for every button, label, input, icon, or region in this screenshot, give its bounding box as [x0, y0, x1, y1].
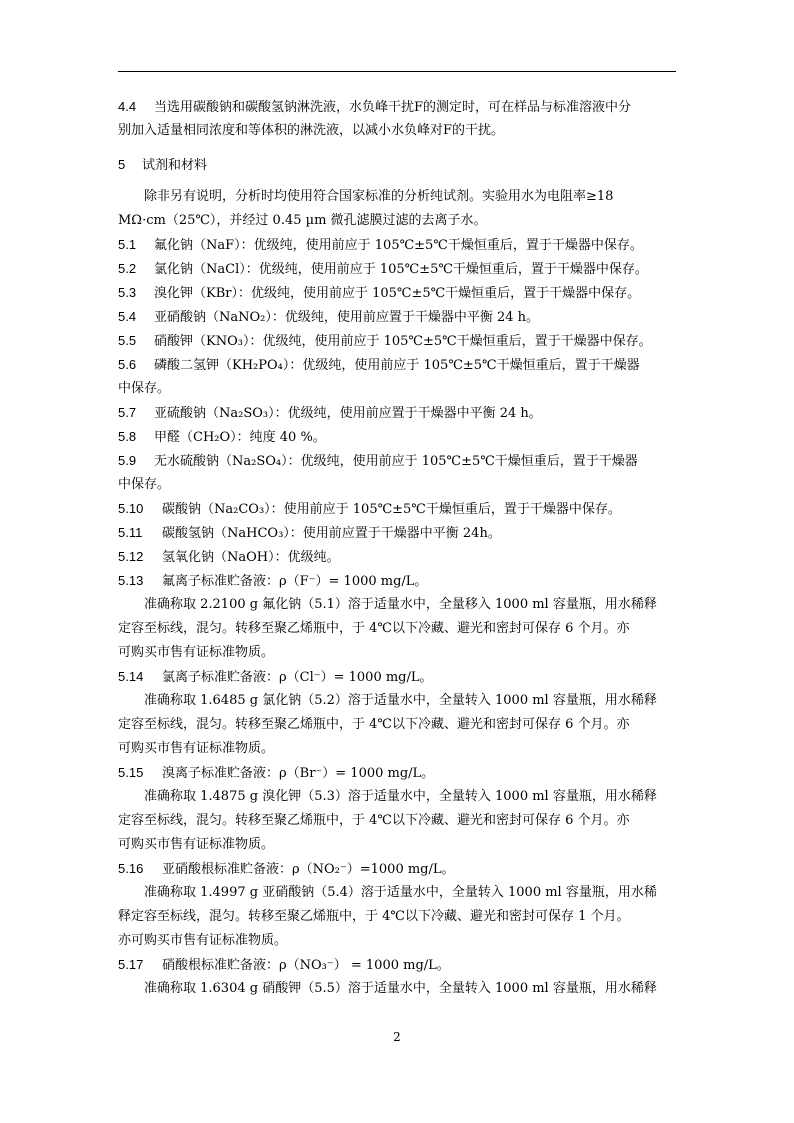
clause-text: 碳酸钠（Na₂CO₃）：使用前应于 105℃±5℃干燥恒重后，置于干燥器中保存。: [162, 502, 621, 517]
clause-number: 5.13: [118, 573, 144, 588]
page-number: 2: [393, 1030, 401, 1044]
clause-item: [118, 569, 678, 593]
paragraph-line: MΩ·cm（25℃），并经过 0.45 µm 微孔滤膜过滤的去离子水。: [118, 213, 487, 228]
clause-line: [118, 953, 678, 977]
clause-line: [118, 281, 678, 305]
clause-line: [118, 473, 678, 497]
paragraph-line: 定容至标线，混匀。转移至聚乙烯瓶中，于 4℃以下冷藏、避光和密封可保存 6 个月。亦: [118, 717, 630, 732]
clause-number: 5.2: [118, 261, 137, 276]
clause-line: [118, 665, 678, 689]
clause-text: 硝酸钾（KNO₃）：优级纯，使用前应于 105℃±5℃干燥恒重后，置于干燥器中保存。: [154, 334, 652, 349]
clause-line: [118, 329, 678, 353]
clause-item: [118, 281, 678, 305]
clause-item: [118, 95, 678, 143]
clause-number: 5.3: [118, 285, 137, 300]
clause-number: 5.15: [118, 765, 144, 780]
paragraph: [118, 881, 678, 953]
clause-item: [118, 857, 678, 881]
clause-number: 5.7: [118, 405, 137, 420]
clause-text: 当选用碳酸钠和碳酸氢钠淋洗液，水负峰干扰F的测定时，可在样品与标准溶液中分: [154, 100, 632, 115]
section-title: 试剂和材料: [142, 158, 208, 173]
clause-item: [118, 233, 678, 257]
clause-text: 溴离子标准贮备液：ρ（Br⁻）= 1000 mg/L。: [162, 766, 435, 781]
clause-item: [118, 521, 678, 545]
clause-number: 5.11: [118, 525, 143, 540]
clause-number: 5.16: [118, 861, 144, 876]
clause-item: [118, 545, 678, 569]
clause-number: 4.4: [118, 99, 137, 114]
clause-line: [118, 401, 678, 425]
clause-item: [118, 449, 678, 497]
paragraph-line: 准确称取 2.2100 g 氟化钠（5.1）溶于适量水中，全量移入 1000 ml 容量瓶，用水稀释: [144, 597, 657, 612]
document-body: [118, 95, 678, 1001]
clause-line: [118, 305, 678, 329]
clause-line: [118, 233, 678, 257]
paragraph-line: 可购买市售有证标准物质。: [118, 837, 275, 852]
clause-line: [118, 857, 678, 881]
paragraph-line: 可购买市售有证标准物质。: [118, 741, 275, 756]
clause-item: [118, 425, 678, 449]
clause-number: 5.14: [118, 669, 144, 684]
clause-text: 无水硫酸钠（Na₂SO₄）：优级纯，使用前应于 105℃±5℃干燥恒重后，置于干燥器: [154, 454, 638, 469]
clause-line: [118, 257, 678, 281]
clause-number: 5.12: [118, 549, 144, 564]
clause-text: 溴化钾（KBr）：优级纯，使用前应于 105℃±5℃干燥恒重后，置于干燥器中保存。: [154, 286, 641, 301]
clause-text: 亚硝酸根标准贮备液：ρ（NO₂⁻）=1000 mg/L。: [162, 862, 455, 877]
clause-line: [118, 497, 678, 521]
clause-item: [118, 329, 678, 353]
clause-item: [118, 761, 678, 785]
paragraph-line: 定容至标线，混匀。转移至聚乙烯瓶中，于 4℃以下冷藏、避光和密封可保存 6 个月。亦: [118, 813, 630, 828]
clause-number: 5.8: [118, 429, 137, 444]
clause-item: [118, 953, 678, 977]
clause-line: [118, 353, 678, 377]
clause-number: 5.6: [118, 357, 137, 372]
clause-number: 5.1: [118, 237, 137, 252]
clause-item: [118, 353, 678, 401]
clause-text: 中保存。: [118, 381, 171, 396]
paragraph: [118, 689, 678, 761]
clause-line: [118, 95, 678, 119]
clause-number: 5.10: [118, 501, 144, 516]
clause-text: 亚硫酸钠（Na₂SO₃）：优级纯，使用前应置于干燥器中平衡 24 h。: [154, 406, 542, 421]
clause-line: [118, 377, 678, 401]
clause-item: [118, 401, 678, 425]
paragraph-line: 准确称取 1.4997 g 亚硝酸钠（5.4）溶于适量水中，全量转入 1000 ml 容量瓶，用水稀: [144, 885, 657, 900]
clause-number: 5.17: [118, 957, 144, 972]
paragraph: [118, 185, 678, 233]
paragraph-line: 可购买市售有证标准物质。: [118, 645, 275, 660]
clause-number: 5.5: [118, 333, 137, 348]
clause-text: 甲醛（CH₂O）：纯度 40 %。: [154, 430, 326, 445]
header-rule: [118, 71, 676, 72]
clause-line: [118, 761, 678, 785]
clause-text: 碳酸氢钠（NaHCO₃）：使用前应置于干燥器中平衡 24h。: [162, 526, 501, 541]
paragraph: [118, 977, 678, 1001]
clause-item: [118, 497, 678, 521]
section-number: 5: [118, 157, 126, 172]
heading-line: [118, 153, 678, 177]
clause-text: 氯离子标准贮备液：ρ（Cl⁻）= 1000 mg/L。: [162, 670, 433, 685]
clause-text: 硝酸根标准贮备液：ρ（NO₃⁻） = 1000 mg/L。: [162, 958, 450, 973]
paragraph: [118, 593, 678, 665]
clause-line: [118, 119, 678, 143]
clause-text: 氢氧化钠（NaOH）：优级纯。: [162, 550, 340, 565]
section-heading: [118, 153, 678, 177]
clause-line: [118, 569, 678, 593]
paragraph-line: 准确称取 1.4875 g 溴化钾（5.3）溶于适量水中，全量转入 1000 ml 容量瓶，用水稀释: [144, 789, 657, 804]
clause-text: 别加入适量相同浓度和等体积的淋洗液，以减小水负峰对F的干扰。: [118, 123, 505, 138]
clause-line: [118, 521, 678, 545]
paragraph-line: 准确称取 1.6485 g 氯化钠（5.2）溶于适量水中，全量转入 1000 ml 容量瓶，用水稀释: [144, 693, 657, 708]
paragraph-line: 亦可购买市售有证标准物质。: [118, 933, 288, 948]
clause-number: 5.4: [118, 309, 137, 324]
paragraph: [118, 785, 678, 857]
clause-line: [118, 449, 678, 473]
paragraph-line: 释定容至标线，混匀。转移至聚乙烯瓶中，于 4℃以下冷藏、避光和密封可保存 1 个月。: [118, 909, 630, 924]
clause-line: [118, 425, 678, 449]
clause-line: [118, 545, 678, 569]
clause-number: 5.9: [118, 453, 137, 468]
paragraph-line: 准确称取 1.6304 g 硝酸钾（5.5）溶于适量水中，全量转入 1000 ml 容量瓶，用水稀释: [144, 981, 657, 996]
clause-text: 氯化钠（NaCl）：优级纯，使用前应于 105℃±5℃干燥恒重后，置于干燥器中保存。: [154, 262, 648, 277]
clause-item: [118, 305, 678, 329]
clause-text: 氟化钠（NaF）：优级纯，使用前应于 105℃±5℃干燥恒重后，置于干燥器中保存。: [154, 238, 643, 253]
paragraph-line: 定容至标线，混匀。转移至聚乙烯瓶中，于 4℃以下冷藏、避光和密封可保存 6 个月。亦: [118, 621, 630, 636]
clause-item: [118, 665, 678, 689]
clause-item: [118, 257, 678, 281]
clause-text: 亚硝酸钠（NaNO₂）：优级纯，使用前应置于干燥器中平衡 24 h。: [154, 310, 540, 325]
clause-text: 氟离子标准贮备液：ρ（F⁻）= 1000 mg/L。: [162, 574, 428, 589]
paragraph-line: 除非另有说明，分析时均使用符合国家标准的分析纯试剂。实验用水为电阻率≥18: [144, 189, 614, 204]
clause-text: 中保存。: [118, 477, 171, 492]
clause-text: 磷酸二氢钾（KH₂PO₄）：优级纯，使用前应于 105℃±5℃干燥恒重后，置于干燥器: [154, 358, 640, 373]
